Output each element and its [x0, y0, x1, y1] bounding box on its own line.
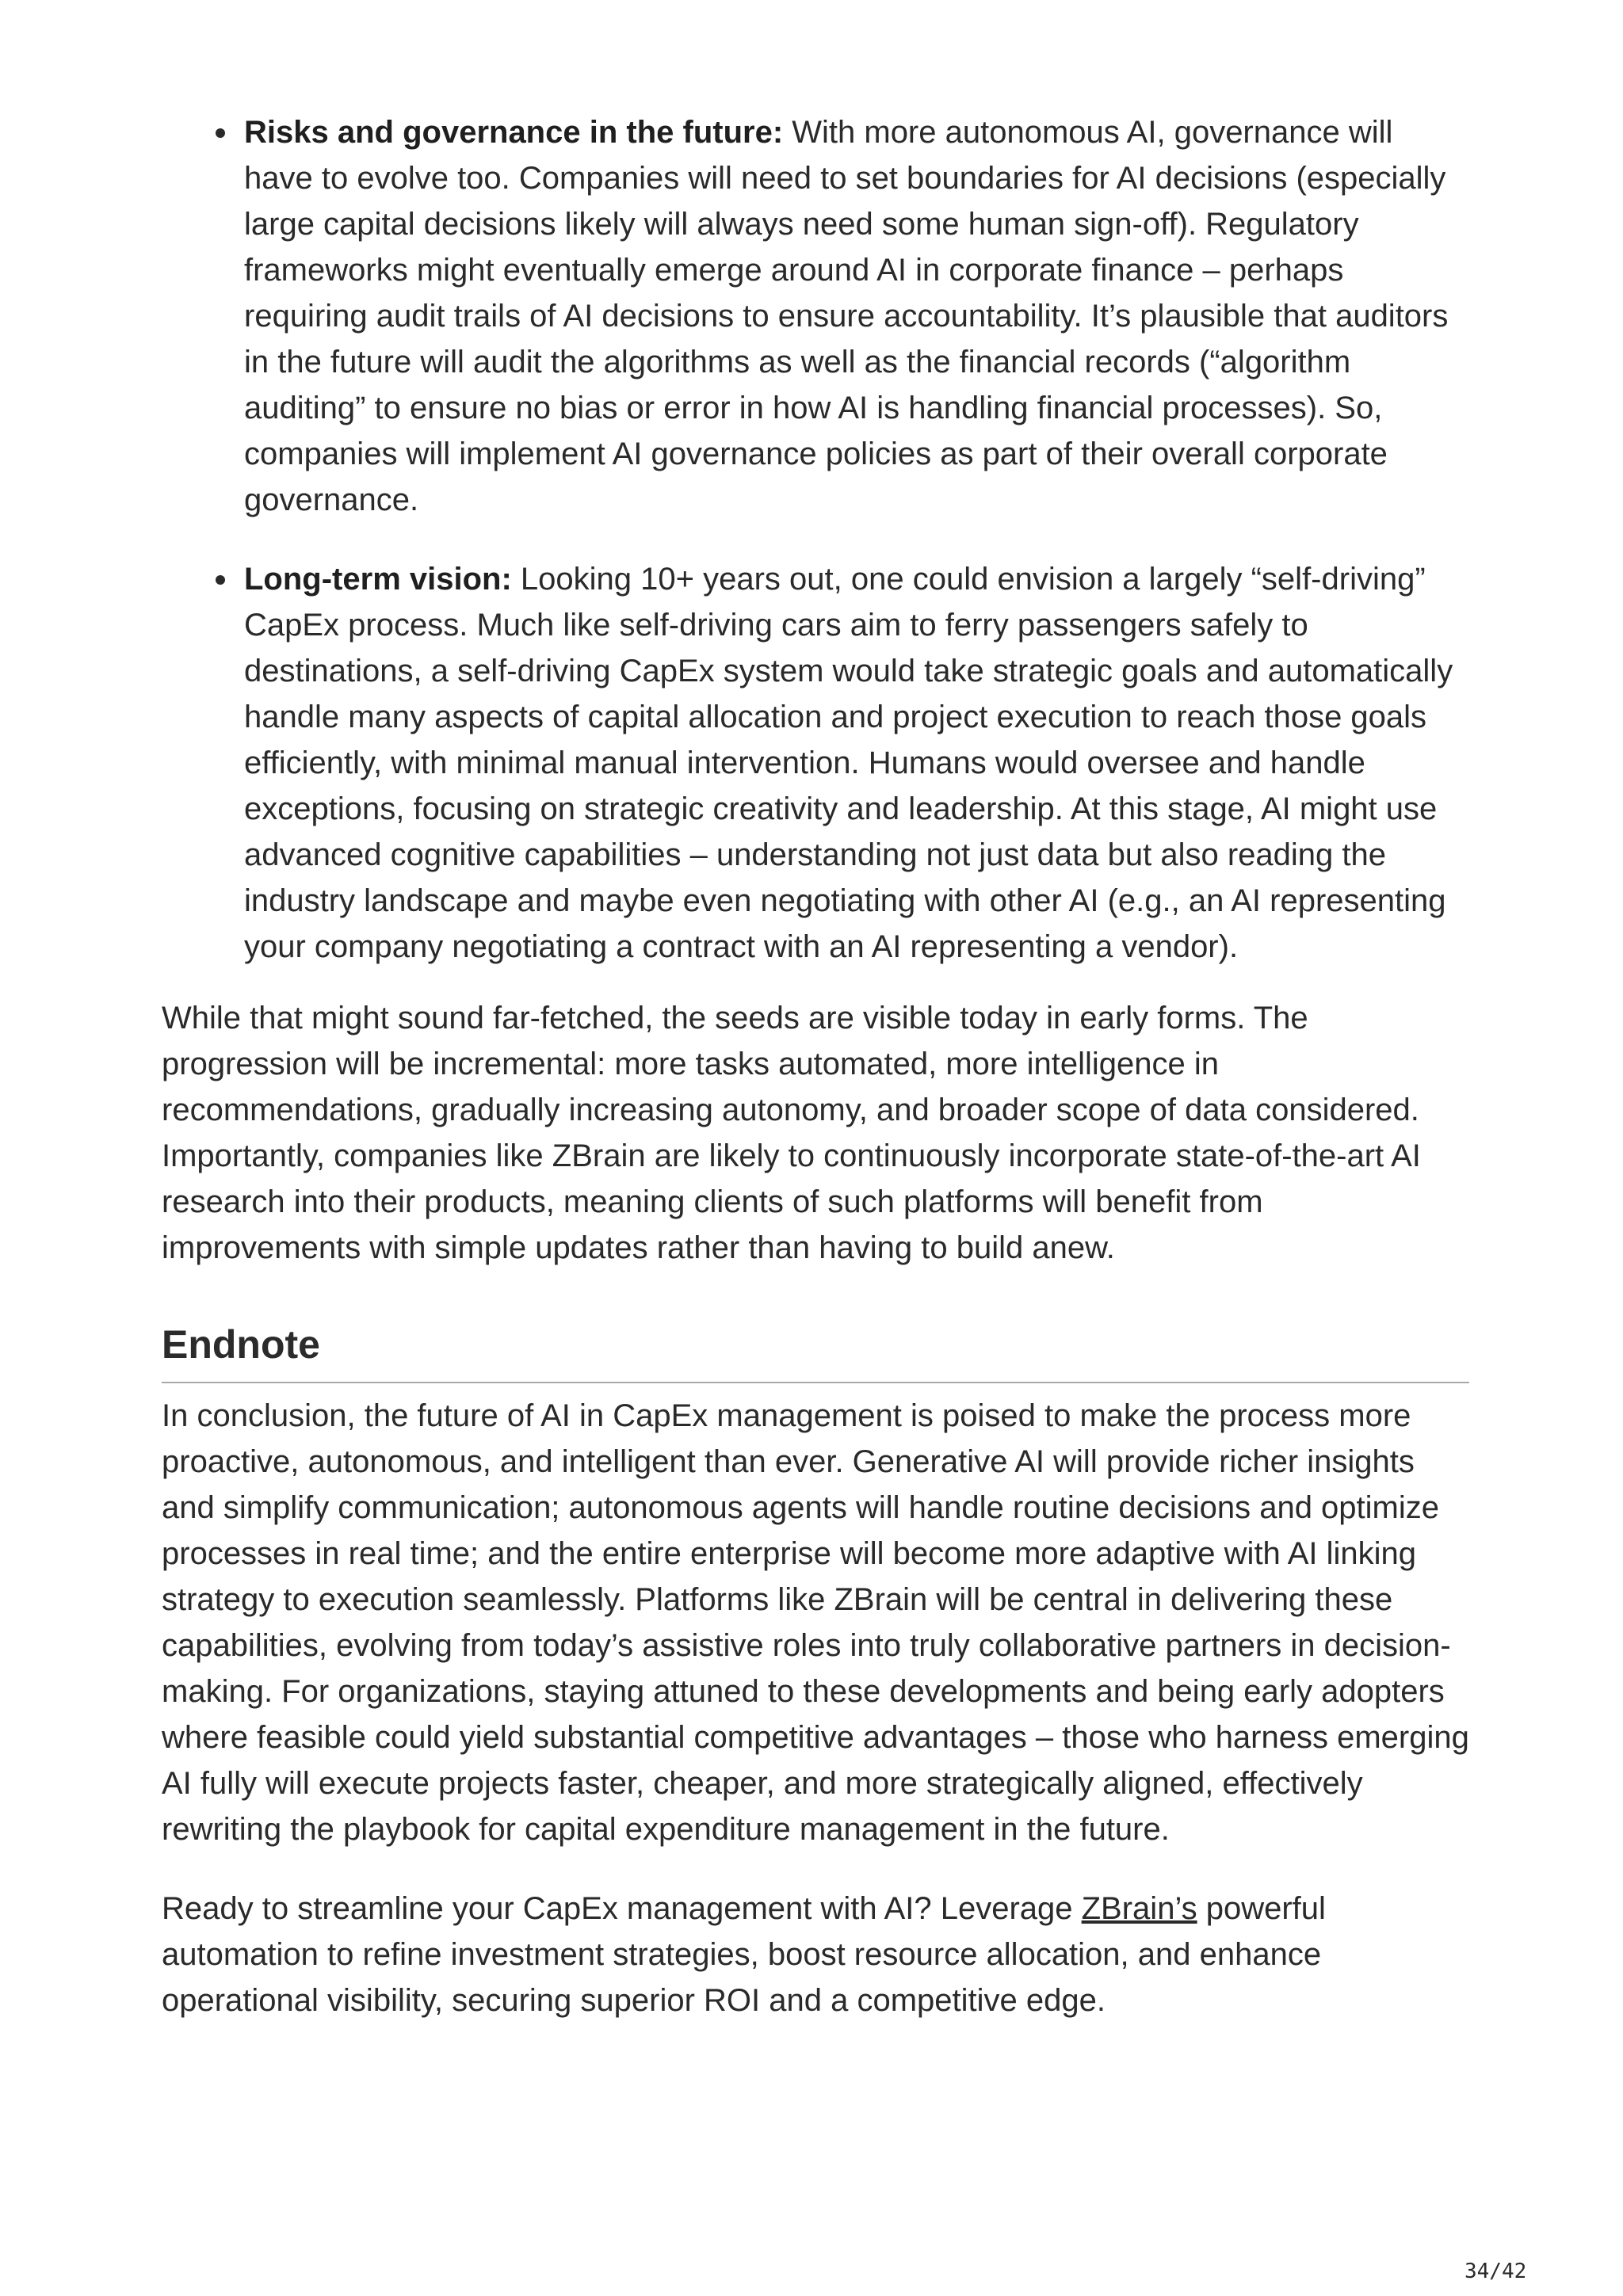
cta-text-before: Ready to streamline your CapEx management with AI? Leverage: [162, 1891, 1082, 1926]
bullet-text: With more autonomous AI, governance will have to evolve too. Companies will need to set boundaries for AI decisions (especially large capital decisions likely will always need some human sign-off). Regulatory frameworks might eventually emerge around AI in corporate finance – perhaps requiring audit trails of AI decisions to ensure accountability. It’s plausible that auditors in the future will audit the algorithms as well as the financial records (“algorithm auditing” to ensure no bias or error in how AI is handling financial processes). So, companies will implement AI governance policies as part of their overall corporate governance.: [244, 115, 1449, 517]
page-number: 34/42: [1465, 2260, 1527, 2283]
bullet-text: Looking 10+ years out, one could envision a largely “self-driving” CapEx process. Much like self-driving cars aim to ferry passengers safely to destinations, a self-driving CapEx system would take strategic goals and automatically handle many aspects of capital allocation and project execution to reach those goals efficiently, with minimal manual intervention. Humans would oversee and handle exceptions, focusing on strategic creativity and leadership. At this stage, AI might use advanced cognitive capabilities – understanding not just data but also reading the industry landscape and maybe even negotiating with other AI (e.g., an AI representing your company negotiating a contract with an AI representing a vendor).: [244, 562, 1453, 964]
list-item: [244, 109, 1469, 523]
endnote-heading: Endnote: [162, 1318, 1469, 1383]
endnote-paragraph: In conclusion, the future of AI in CapEx management is poised to make the process more proactive, autonomous, and intelligent than ever. Generative AI will provide richer insights and simplify communication; autonomous agents will handle routine decisions and optimize processes in real time; and the entire enterprise will become more adaptive with AI linking strategy to execution seamlessly. Platforms like ZBrain will be central in delivering these capabilities, evolving from today’s assistive roles into truly collaborative partners in decision-making. For organizations, staying attuned to these developments and being early adopters where feasible could yield substantial competitive advantages – those who harness emerging AI fully will execute projects faster, cheaper, and more strategically aligned, effectively rewriting the playbook for capital expenditure management in the future.: [162, 1398, 1469, 1847]
zbrain-link[interactable]: ZBrain’s: [1081, 1891, 1197, 1926]
list-item: [244, 556, 1469, 970]
cta-text-after: powerful automation to refine investment strategies, boost resource allocation, and enhance operational visibility, securing superior ROI and a competitive edge.: [162, 1891, 1326, 2018]
bullet-lead: Risks and governance in the future:: [244, 115, 784, 150]
document-content: [162, 109, 1469, 2023]
bullet-lead: Long-term vision:: [244, 562, 512, 597]
bullet-icon: [216, 128, 225, 138]
bullet-icon: [216, 575, 225, 585]
bullet-list: [162, 109, 1469, 970]
closing-paragraph: While that might sound far-fetched, the seeds are visible today in early forms. The progression will be incremental: more tasks automated, more intelligence in recommendations, gradually increasing autonomy, and broader scope of data considered. Importantly, companies like ZBrain are likely to continuously incorporate state-of-the-art AI research into their products, meaning clients of such platforms will benefit from improvements with simple updates rather than having to build anew.: [162, 1001, 1421, 1265]
cta-paragraph: [162, 1886, 1469, 2023]
